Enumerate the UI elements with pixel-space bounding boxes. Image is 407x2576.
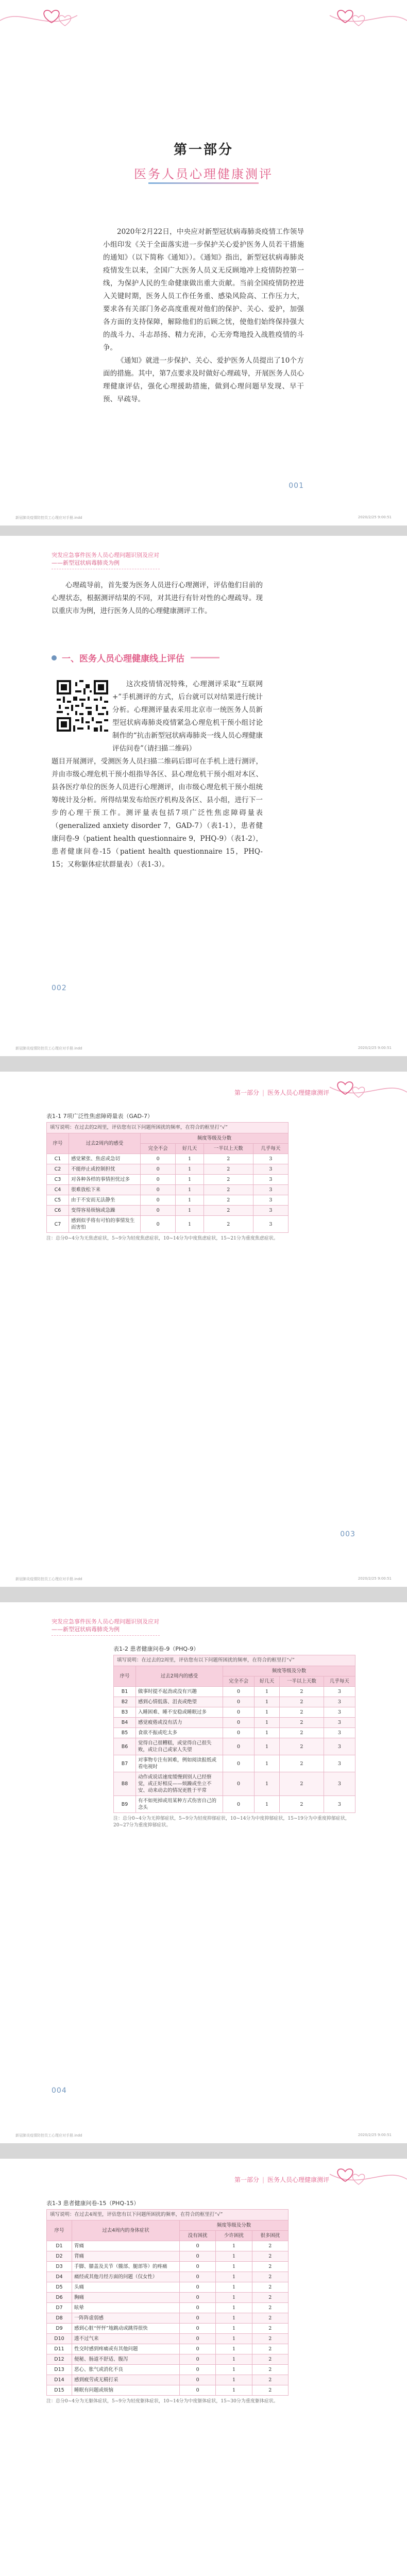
footer-file: 新冠肺炎疫情防控员工心理应对手册.indd xyxy=(15,2133,82,2138)
score-cell[interactable]: 0 xyxy=(180,2282,216,2293)
row-text: 便秘、肠道不舒适、腹泻 xyxy=(72,2354,180,2365)
table-instruction: 填写说明：在过去的2周里，评估您有以下问题所困扰的频率，在符合的框里打“√” xyxy=(46,1122,289,1133)
score-cell[interactable]: 2 xyxy=(252,2375,288,2385)
row-text: 感觉疲倦或没有活力 xyxy=(136,1718,223,1728)
score-cell[interactable]: 0 xyxy=(180,2303,216,2313)
score-cell[interactable]: 3 xyxy=(324,1738,355,1755)
paragraph: 题目开展测评，受测医务人员扫描二维码后即可在手机上进行测评，并由市级心理危机干预小组指导各区、县心理危机干预小组对本区、县各医疗单位的医务人员进行心理测评，由市级心理危机干预小组统筹统计及分析。所得结果发布给医疗机构及各区、县小组，进行下一步的心理干预工作。测评量表包括7项广泛性焦虑障碍量表（generalized anxiety disorder 7，GAD-7）（表1-1），患者健康问卷-9（patient health questionnaire 9，PHQ-9）（表1-2），患者健康问卷-15（patient health questionnaire 15，PHQ-15；又称躯体症状群量表）（表1-3）。 xyxy=(52,757,263,869)
table-title: 表1-3 患者健康问卷-15（PHQ-15） xyxy=(46,2200,140,2207)
score-cell[interactable]: 3 xyxy=(253,1164,288,1175)
page-footer xyxy=(15,1577,392,1582)
score-cell[interactable]: 1 xyxy=(216,2324,252,2334)
score-cell[interactable]: 3 xyxy=(253,1175,288,1185)
row-id: D1 xyxy=(47,2241,72,2251)
score-cell[interactable]: 0 xyxy=(141,1195,176,1206)
score-cell[interactable]: 0 xyxy=(141,1164,176,1175)
col-header-seq: 序号 xyxy=(47,1133,69,1154)
row-text: 一阵阵虚弱感 xyxy=(72,2313,180,2324)
gad7-table-block xyxy=(46,1112,289,1242)
row-text: 觉得自己很糟糕，或觉得自己很失败，或让自己或家人失望 xyxy=(136,1738,223,1755)
score-cell[interactable]: 1 xyxy=(255,1796,280,1813)
score-cell[interactable]: 3 xyxy=(324,1755,355,1772)
table-row xyxy=(47,2251,289,2262)
score-cell[interactable]: 2 xyxy=(279,1697,324,1707)
paragraph: 心理疏导前，首先要为医务人员进行心理测评，评估他们目前的心理状态，根据测评结果的不同，对其进行有针对性的心理疏导。现以重庆市为例，进行医务人员的心理健康测评工作。 xyxy=(52,581,263,615)
col-header-seq: 序号 xyxy=(114,1666,136,1687)
page-number: 003 xyxy=(340,1530,355,1538)
score-cell[interactable]: 0 xyxy=(223,1687,255,1697)
score-cell[interactable]: 1 xyxy=(216,2293,252,2303)
score-cell[interactable]: 0 xyxy=(180,2344,216,2354)
row-text: 变得容易烦恼或急躁 xyxy=(69,1206,141,1216)
score-cell[interactable]: 0 xyxy=(180,2375,216,2385)
table-row xyxy=(47,2282,289,2293)
section-tag xyxy=(52,551,159,567)
table-row xyxy=(114,1687,355,1697)
score-cell[interactable]: 2 xyxy=(252,2293,288,2303)
phq9-table xyxy=(113,1666,355,1813)
row-id: C4 xyxy=(47,1185,69,1195)
score-cell[interactable]: 3 xyxy=(324,1697,355,1707)
score-cell[interactable]: 2 xyxy=(204,1206,253,1216)
score-cell[interactable]: 3 xyxy=(324,1687,355,1697)
page-number: 002 xyxy=(52,984,67,992)
score-cell[interactable]: 3 xyxy=(324,1707,355,1718)
page-footer xyxy=(15,515,392,520)
score-cell[interactable]: 0 xyxy=(223,1755,255,1772)
score-cell[interactable]: 0 xyxy=(180,2385,216,2396)
score-cell[interactable]: 0 xyxy=(223,1796,255,1813)
paragraph: 2020年2月22日，中央应对新型冠状病毒肺炎疫情工作领导小组印发《关于全面落实进一步保护关心爱护医务人员若干措施的通知》（以下简称《通知》）。《通知》指出，新型冠状病毒肺炎疫情发生以来，全国广大医务人员义无反顾地冲上疫情防控第一线，为保护人民的生命健康做出重大贡献。当前全国疫情防控进入关键时期，医务人员工作任务重、感染风险高、工作压力大，要求各有关部门务必高度重视对他们的保护、关心、爱护，加强各方面的支持保障，解除他们的后顾之忧，使他们始终保持强大的战斗力、斗志昂扬、精力充沛，心无旁骛地投入战胜疫情的斗争。 xyxy=(103,228,304,352)
row-id: D15 xyxy=(47,2385,72,2396)
row-id: D3 xyxy=(47,2262,72,2272)
row-id: C2 xyxy=(47,1164,69,1175)
score-cell[interactable]: 2 xyxy=(279,1718,324,1728)
row-text: 睡眠有问题或烦恼 xyxy=(72,2385,180,2396)
score-cell[interactable]: 2 xyxy=(252,2272,288,2282)
row-id: B8 xyxy=(114,1772,136,1796)
section-tag-rule xyxy=(52,1635,160,1636)
row-text: 手脚、膝盖及关节（髋部、腿部等）的疼痛 xyxy=(72,2262,180,2272)
col-header-group: 频度等级及分数 xyxy=(141,1133,289,1144)
score-cell[interactable]: 0 xyxy=(223,1738,255,1755)
score-cell[interactable]: 1 xyxy=(255,1707,280,1718)
row-text: 感到心情低落、沮丧或绝望 xyxy=(136,1697,223,1707)
row-text: 感到心脏“怦怦”地跳动或跳得很快 xyxy=(72,2324,180,2334)
score-cell[interactable]: 2 xyxy=(279,1707,324,1718)
part-title: 医务人员心理健康测评 xyxy=(134,167,273,181)
col-header: 完全不会 xyxy=(223,1676,255,1687)
score-cell[interactable]: 1 xyxy=(216,2344,252,2354)
row-id: D10 xyxy=(47,2334,72,2344)
col-header-group: 频度等级及分数 xyxy=(180,2221,289,2231)
assessment-text-continued xyxy=(52,755,263,871)
page-5 xyxy=(0,2159,407,2576)
table-row xyxy=(47,2262,289,2272)
col-header: 好几天 xyxy=(176,1144,204,1154)
heading-dot-icon xyxy=(52,655,57,660)
table-row xyxy=(114,1738,355,1755)
row-text: 头痛 xyxy=(72,2282,180,2293)
score-cell[interactable]: 1 xyxy=(176,1175,204,1185)
score-cell[interactable]: 1 xyxy=(176,1195,204,1206)
score-cell[interactable]: 2 xyxy=(204,1185,253,1195)
table-row xyxy=(47,2385,289,2396)
score-cell[interactable]: 0 xyxy=(141,1175,176,1185)
score-cell[interactable]: 1 xyxy=(176,1206,204,1216)
footer-timestamp: 2020/2/25 9:00:51 xyxy=(358,515,392,519)
col-header: 完全不会 xyxy=(141,1144,176,1154)
score-cell[interactable]: 2 xyxy=(279,1728,324,1738)
running-head: 第一部分 | 医务人员心理健康测评 xyxy=(234,2176,330,2183)
table-row xyxy=(47,2272,289,2282)
row-id: C7 xyxy=(47,1216,69,1233)
score-cell[interactable]: 2 xyxy=(252,2313,288,2324)
row-id: B1 xyxy=(114,1687,136,1697)
score-cell[interactable]: 2 xyxy=(279,1687,324,1697)
score-cell[interactable]: 3 xyxy=(253,1216,288,1233)
score-cell[interactable]: 0 xyxy=(180,2251,216,2262)
row-id: D5 xyxy=(47,2282,72,2293)
table-row xyxy=(47,2354,289,2365)
paragraph: 这次疫情情况特殊，心理测评采取“互联网+”手机测评的方式，后台就可以对结果进行统计分析。心理测评量表采用北京市一统医务人员新型冠状病毒肺炎疫情紧急心理危机干预小组讨论制作的“抗击新型冠状病毒肺炎一线人员心理健康评估问卷”（请扫描二维码） xyxy=(112,680,263,753)
row-id: B4 xyxy=(114,1718,136,1728)
col-header-group: 频度等级及分数 xyxy=(223,1666,355,1676)
score-cell[interactable]: 1 xyxy=(255,1718,280,1728)
table-row xyxy=(47,2303,289,2313)
score-cell[interactable]: 2 xyxy=(252,2365,288,2375)
footer-timestamp: 2020/2/25 9:00:51 xyxy=(358,1577,392,1581)
row-text: 眩晕 xyxy=(72,2303,180,2313)
heading-bar xyxy=(191,657,219,658)
col-header: 少许困扰 xyxy=(216,2231,252,2241)
phq15-table xyxy=(46,2220,289,2396)
table-row xyxy=(47,2375,289,2385)
footer-timestamp: 2020/2/25 9:00:51 xyxy=(358,2133,392,2137)
score-cell[interactable]: 0 xyxy=(223,1697,255,1707)
score-cell[interactable]: 0 xyxy=(180,2272,216,2282)
phq15-table-block xyxy=(46,2199,289,2405)
row-id: D7 xyxy=(47,2303,72,2313)
score-cell[interactable]: 2 xyxy=(279,1738,324,1755)
score-cell[interactable]: 2 xyxy=(252,2251,288,2262)
col-header: 几乎每天 xyxy=(253,1144,288,1154)
row-text: 感觉紧张、焦虑或急切 xyxy=(69,1154,141,1164)
table-instruction: 填写说明：在过去4周里，评估您有以下问题所困扰的频率，在符合的框里打“√” xyxy=(46,2209,289,2220)
table-row xyxy=(47,2241,289,2251)
row-id: D2 xyxy=(47,2251,72,2262)
table-note: 注：总分0~4分为无抑郁症状，5~9分为轻度抑郁症状，10~14分为中度抑郁症状，15~19分为中重度抑郁症状，20~27分为重度抑郁症状。 xyxy=(113,1816,350,1828)
table-row xyxy=(114,1772,355,1796)
score-cell[interactable]: 3 xyxy=(324,1728,355,1738)
score-cell[interactable]: 0 xyxy=(180,2324,216,2334)
running-head-part: 第一部分 xyxy=(234,2176,260,2183)
footer-file: 新冠肺炎疫情防控员工心理应对手册.indd xyxy=(15,1577,82,1581)
score-cell[interactable]: 1 xyxy=(255,1755,280,1772)
score-cell[interactable]: 1 xyxy=(216,2272,252,2282)
gad7-table xyxy=(46,1133,289,1233)
score-cell[interactable]: 1 xyxy=(255,1738,280,1755)
row-id: C5 xyxy=(47,1195,69,1206)
row-id: D6 xyxy=(47,2293,72,2303)
table-row xyxy=(47,1195,289,1206)
score-cell[interactable]: 0 xyxy=(223,1772,255,1796)
qr-note: 请扫描二维码） xyxy=(147,744,196,753)
row-text: 食欲不振或吃太多 xyxy=(136,1728,223,1738)
row-text: 对事物专注有困难，例如阅读报纸或看电视时 xyxy=(136,1755,223,1772)
phq9-table-block xyxy=(113,1645,355,1829)
col-header: 几乎每天 xyxy=(324,1676,355,1687)
row-text: 入睡困难、睡不安稳或睡眠过多 xyxy=(136,1707,223,1718)
score-cell[interactable]: 1 xyxy=(216,2303,252,2313)
table-row xyxy=(47,1154,289,1164)
score-cell[interactable]: 2 xyxy=(279,1796,324,1813)
row-id: B6 xyxy=(114,1738,136,1755)
score-cell[interactable]: 3 xyxy=(253,1206,288,1216)
row-id: C6 xyxy=(47,1206,69,1216)
score-cell[interactable]: 1 xyxy=(255,1772,280,1796)
col-header-seq: 序号 xyxy=(47,2221,72,2241)
table-row xyxy=(47,1206,289,1216)
score-cell[interactable]: 2 xyxy=(252,2354,288,2365)
row-text: 对各种各样的事情担忧过多 xyxy=(69,1175,141,1185)
running-head-part: 第一部分 xyxy=(234,1089,260,1096)
score-cell[interactable]: 3 xyxy=(253,1185,288,1195)
col-header: 一半以上天数 xyxy=(279,1676,324,1687)
row-id: B2 xyxy=(114,1697,136,1707)
score-cell[interactable]: 2 xyxy=(204,1216,253,1233)
score-cell[interactable]: 1 xyxy=(216,2385,252,2396)
score-cell[interactable]: 2 xyxy=(279,1755,324,1772)
score-cell[interactable]: 0 xyxy=(180,2293,216,2303)
intro-text xyxy=(52,579,263,618)
row-id: D13 xyxy=(47,2365,72,2375)
table-row xyxy=(114,1796,355,1813)
score-cell[interactable]: 0 xyxy=(180,2334,216,2344)
score-cell[interactable]: 2 xyxy=(252,2241,288,2251)
score-cell[interactable]: 1 xyxy=(216,2313,252,2324)
table-row xyxy=(47,2365,289,2375)
table-row xyxy=(47,2293,289,2303)
score-cell[interactable]: 3 xyxy=(253,1195,288,1206)
row-id: B5 xyxy=(114,1728,136,1738)
score-cell[interactable]: 1 xyxy=(216,2334,252,2344)
table-note: 注：总分0~4分为无躯体症状，5~9分为轻度躯体症状，10~14分为中度躯体症状，15~30分为重度躯体症状。 xyxy=(46,2399,278,2404)
title-underline xyxy=(148,182,259,184)
col-header: 很多困扰 xyxy=(252,2231,288,2241)
row-id: D8 xyxy=(47,2313,72,2324)
page-footer xyxy=(15,1046,392,1051)
table-row xyxy=(114,1718,355,1728)
score-cell[interactable]: 1 xyxy=(255,1728,280,1738)
table-row xyxy=(114,1707,355,1718)
footer-timestamp: 2020/2/25 9:00:51 xyxy=(358,1046,392,1050)
row-text: 不能停止或控制担忧 xyxy=(69,1164,141,1175)
table-row xyxy=(47,1175,289,1185)
table-row xyxy=(114,1697,355,1707)
table-row xyxy=(47,2344,289,2354)
row-text: 感到疲劳或无精打采 xyxy=(72,2375,180,2385)
section-tag-line1: 突发应急事件医务人员心理问题识别及应对 xyxy=(52,1618,159,1625)
score-cell[interactable]: 0 xyxy=(141,1185,176,1195)
score-cell[interactable]: 1 xyxy=(176,1216,204,1233)
row-id: B3 xyxy=(114,1707,136,1718)
score-cell[interactable]: 0 xyxy=(141,1216,176,1233)
score-cell[interactable]: 1 xyxy=(216,2354,252,2365)
row-text: 透不过气来 xyxy=(72,2334,180,2344)
score-cell[interactable]: 0 xyxy=(223,1728,255,1738)
row-id: D12 xyxy=(47,2354,72,2365)
row-id: C3 xyxy=(47,1175,69,1185)
col-header: 一半以上天数 xyxy=(204,1144,253,1154)
score-cell[interactable]: 2 xyxy=(204,1195,253,1206)
page-footer xyxy=(15,2133,392,2138)
table-row xyxy=(47,1164,289,1175)
page-2 xyxy=(0,536,407,1056)
table-row xyxy=(47,1185,289,1195)
footer-file: 新冠肺炎疫情防控员工心理应对手册.indd xyxy=(15,516,82,520)
score-cell[interactable]: 1 xyxy=(216,2241,252,2251)
score-cell[interactable]: 0 xyxy=(180,2313,216,2324)
row-text: 感到似乎将有可怕的事情发生而害怕 xyxy=(69,1216,141,1233)
row-text: 背痛 xyxy=(72,2251,180,2262)
col-header: 好几天 xyxy=(255,1676,280,1687)
page-number: 001 xyxy=(289,482,304,490)
score-cell[interactable]: 3 xyxy=(324,1772,355,1796)
table-title: 表1-2 患者健康问卷-9（PHQ-9） xyxy=(113,1646,199,1652)
paragraph: 《通知》就进一步保护、关心、爱护医务人员提出了10个方面的措施。其中，第7点要求及时做好心理疏导，开展医务人员心理健康评估，强化心理援助措施，做到心理问题早发现、早干预、早疏导。 xyxy=(103,357,304,403)
page-3 xyxy=(0,1072,407,1587)
score-cell[interactable]: 1 xyxy=(216,2251,252,2262)
row-text: 性交时感到疼痛或有其他问题 xyxy=(72,2344,180,2354)
table-row xyxy=(114,1728,355,1738)
score-cell[interactable]: 0 xyxy=(180,2262,216,2272)
score-cell[interactable]: 1 xyxy=(216,2262,252,2272)
row-text: 恶心、胀气或消化不良 xyxy=(72,2365,180,2375)
table-row xyxy=(47,2324,289,2334)
running-head: 第一部分 | 医务人员心理健康测评 xyxy=(234,1089,330,1096)
section-tag-line1: 突发应急事件医务人员心理问题识别及应对 xyxy=(52,552,159,558)
score-cell[interactable]: 1 xyxy=(176,1154,204,1164)
table-row xyxy=(47,1216,289,1233)
page-number: 004 xyxy=(52,2087,67,2095)
score-cell[interactable]: 3 xyxy=(324,1796,355,1813)
col-header: 没有困扰 xyxy=(180,2231,216,2241)
score-cell[interactable]: 0 xyxy=(223,1718,255,1728)
notice-text xyxy=(103,226,304,406)
score-cell[interactable]: 2 xyxy=(252,2303,288,2313)
footer-file: 新冠肺炎疫情防控员工心理应对手册.indd xyxy=(15,1046,82,1050)
row-text: 很难放松下来 xyxy=(69,1185,141,1195)
score-cell[interactable]: 1 xyxy=(255,1687,280,1697)
row-id: D11 xyxy=(47,2344,72,2354)
section-tag-line2: ——新型冠状病毒肺炎为例 xyxy=(52,1626,120,1633)
row-id: D9 xyxy=(47,2324,72,2334)
col-header-item: 过去4周内的身体症状 xyxy=(72,2221,180,2241)
row-text: 由于不安而无法静坐 xyxy=(69,1195,141,1206)
score-cell[interactable]: 1 xyxy=(255,1697,280,1707)
score-cell[interactable]: 2 xyxy=(279,1772,324,1796)
table-row xyxy=(47,2334,289,2344)
section-heading xyxy=(52,651,219,664)
score-cell[interactable]: 0 xyxy=(180,2354,216,2365)
page-1 xyxy=(0,0,407,526)
col-header-item: 过去2周内的感受 xyxy=(69,1133,141,1154)
row-text: 动作或说话速度缓慢到别人已经察觉，或正好相反——烦躁或坐立不安、动来动去的情况更胜于平常 xyxy=(136,1772,223,1796)
section-heading-text: 一、医务人员心理健康线上评估 xyxy=(62,654,184,664)
score-cell[interactable]: 2 xyxy=(252,2262,288,2272)
score-cell[interactable]: 0 xyxy=(180,2365,216,2375)
score-cell[interactable]: 2 xyxy=(204,1175,253,1185)
section-tag xyxy=(52,1618,159,1633)
hearts-decoration-left xyxy=(0,0,113,40)
score-cell[interactable]: 2 xyxy=(204,1164,253,1175)
score-cell[interactable]: 0 xyxy=(223,1707,255,1718)
running-head-title: 医务人员心理健康测评 xyxy=(267,2176,330,2183)
row-text: 做事时提不起劲或没有兴趣 xyxy=(136,1687,223,1697)
assessment-text xyxy=(52,678,263,755)
row-text: 胃痛 xyxy=(72,2241,180,2251)
table-instruction: 填写说明：在过去的2周里，评估您有以下问题所困扰的频率，在符合的框里打“√” xyxy=(113,1655,355,1666)
score-cell[interactable]: 2 xyxy=(204,1154,253,1164)
score-cell[interactable]: 2 xyxy=(252,2344,288,2354)
score-cell[interactable]: 2 xyxy=(252,2282,288,2293)
score-cell[interactable]: 2 xyxy=(252,2385,288,2396)
section-tag-line2: ——新型冠状病毒肺炎为例 xyxy=(52,560,120,566)
row-id: D14 xyxy=(47,2375,72,2385)
row-id: D4 xyxy=(47,2272,72,2282)
score-cell[interactable]: 0 xyxy=(141,1206,176,1216)
score-cell[interactable]: 0 xyxy=(180,2241,216,2251)
col-header-item: 过去2周内的感受 xyxy=(136,1666,223,1687)
score-cell[interactable]: 1 xyxy=(176,1185,204,1195)
row-id: B9 xyxy=(114,1796,136,1813)
row-text: 有不如死掉或用某种方式伤害自己的念头 xyxy=(136,1796,223,1813)
score-cell[interactable]: 0 xyxy=(141,1154,176,1164)
row-text: 痛经或其他月经方面的问题（仅女性） xyxy=(72,2272,180,2282)
part-label: 第一部分 xyxy=(173,142,233,158)
score-cell[interactable]: 2 xyxy=(252,2324,288,2334)
score-cell[interactable]: 1 xyxy=(176,1164,204,1175)
score-cell[interactable]: 3 xyxy=(324,1718,355,1728)
table-row xyxy=(47,2313,289,2324)
page-4 xyxy=(0,1602,407,2143)
row-id: B7 xyxy=(114,1755,136,1772)
hearts-decoration-right xyxy=(294,0,407,40)
table-note: 注：总分0~4分为无焦虑症状，5~9分为轻度焦虑症状，10~14分为中度焦虑症状，15~21分为重度焦虑症状。 xyxy=(46,1236,278,1241)
score-cell[interactable]: 1 xyxy=(216,2375,252,2385)
score-cell[interactable]: 1 xyxy=(216,2282,252,2293)
score-cell[interactable]: 1 xyxy=(216,2365,252,2375)
table-row xyxy=(114,1755,355,1772)
score-cell[interactable]: 3 xyxy=(253,1154,288,1164)
score-cell[interactable]: 2 xyxy=(252,2334,288,2344)
row-text: 胸痛 xyxy=(72,2293,180,2303)
running-head-title: 医务人员心理健康测评 xyxy=(267,1089,330,1096)
row-id: C1 xyxy=(47,1154,69,1164)
table-title: 表1-1 7项广泛性焦虑障碍量表（GAD-7） xyxy=(46,1113,153,1120)
